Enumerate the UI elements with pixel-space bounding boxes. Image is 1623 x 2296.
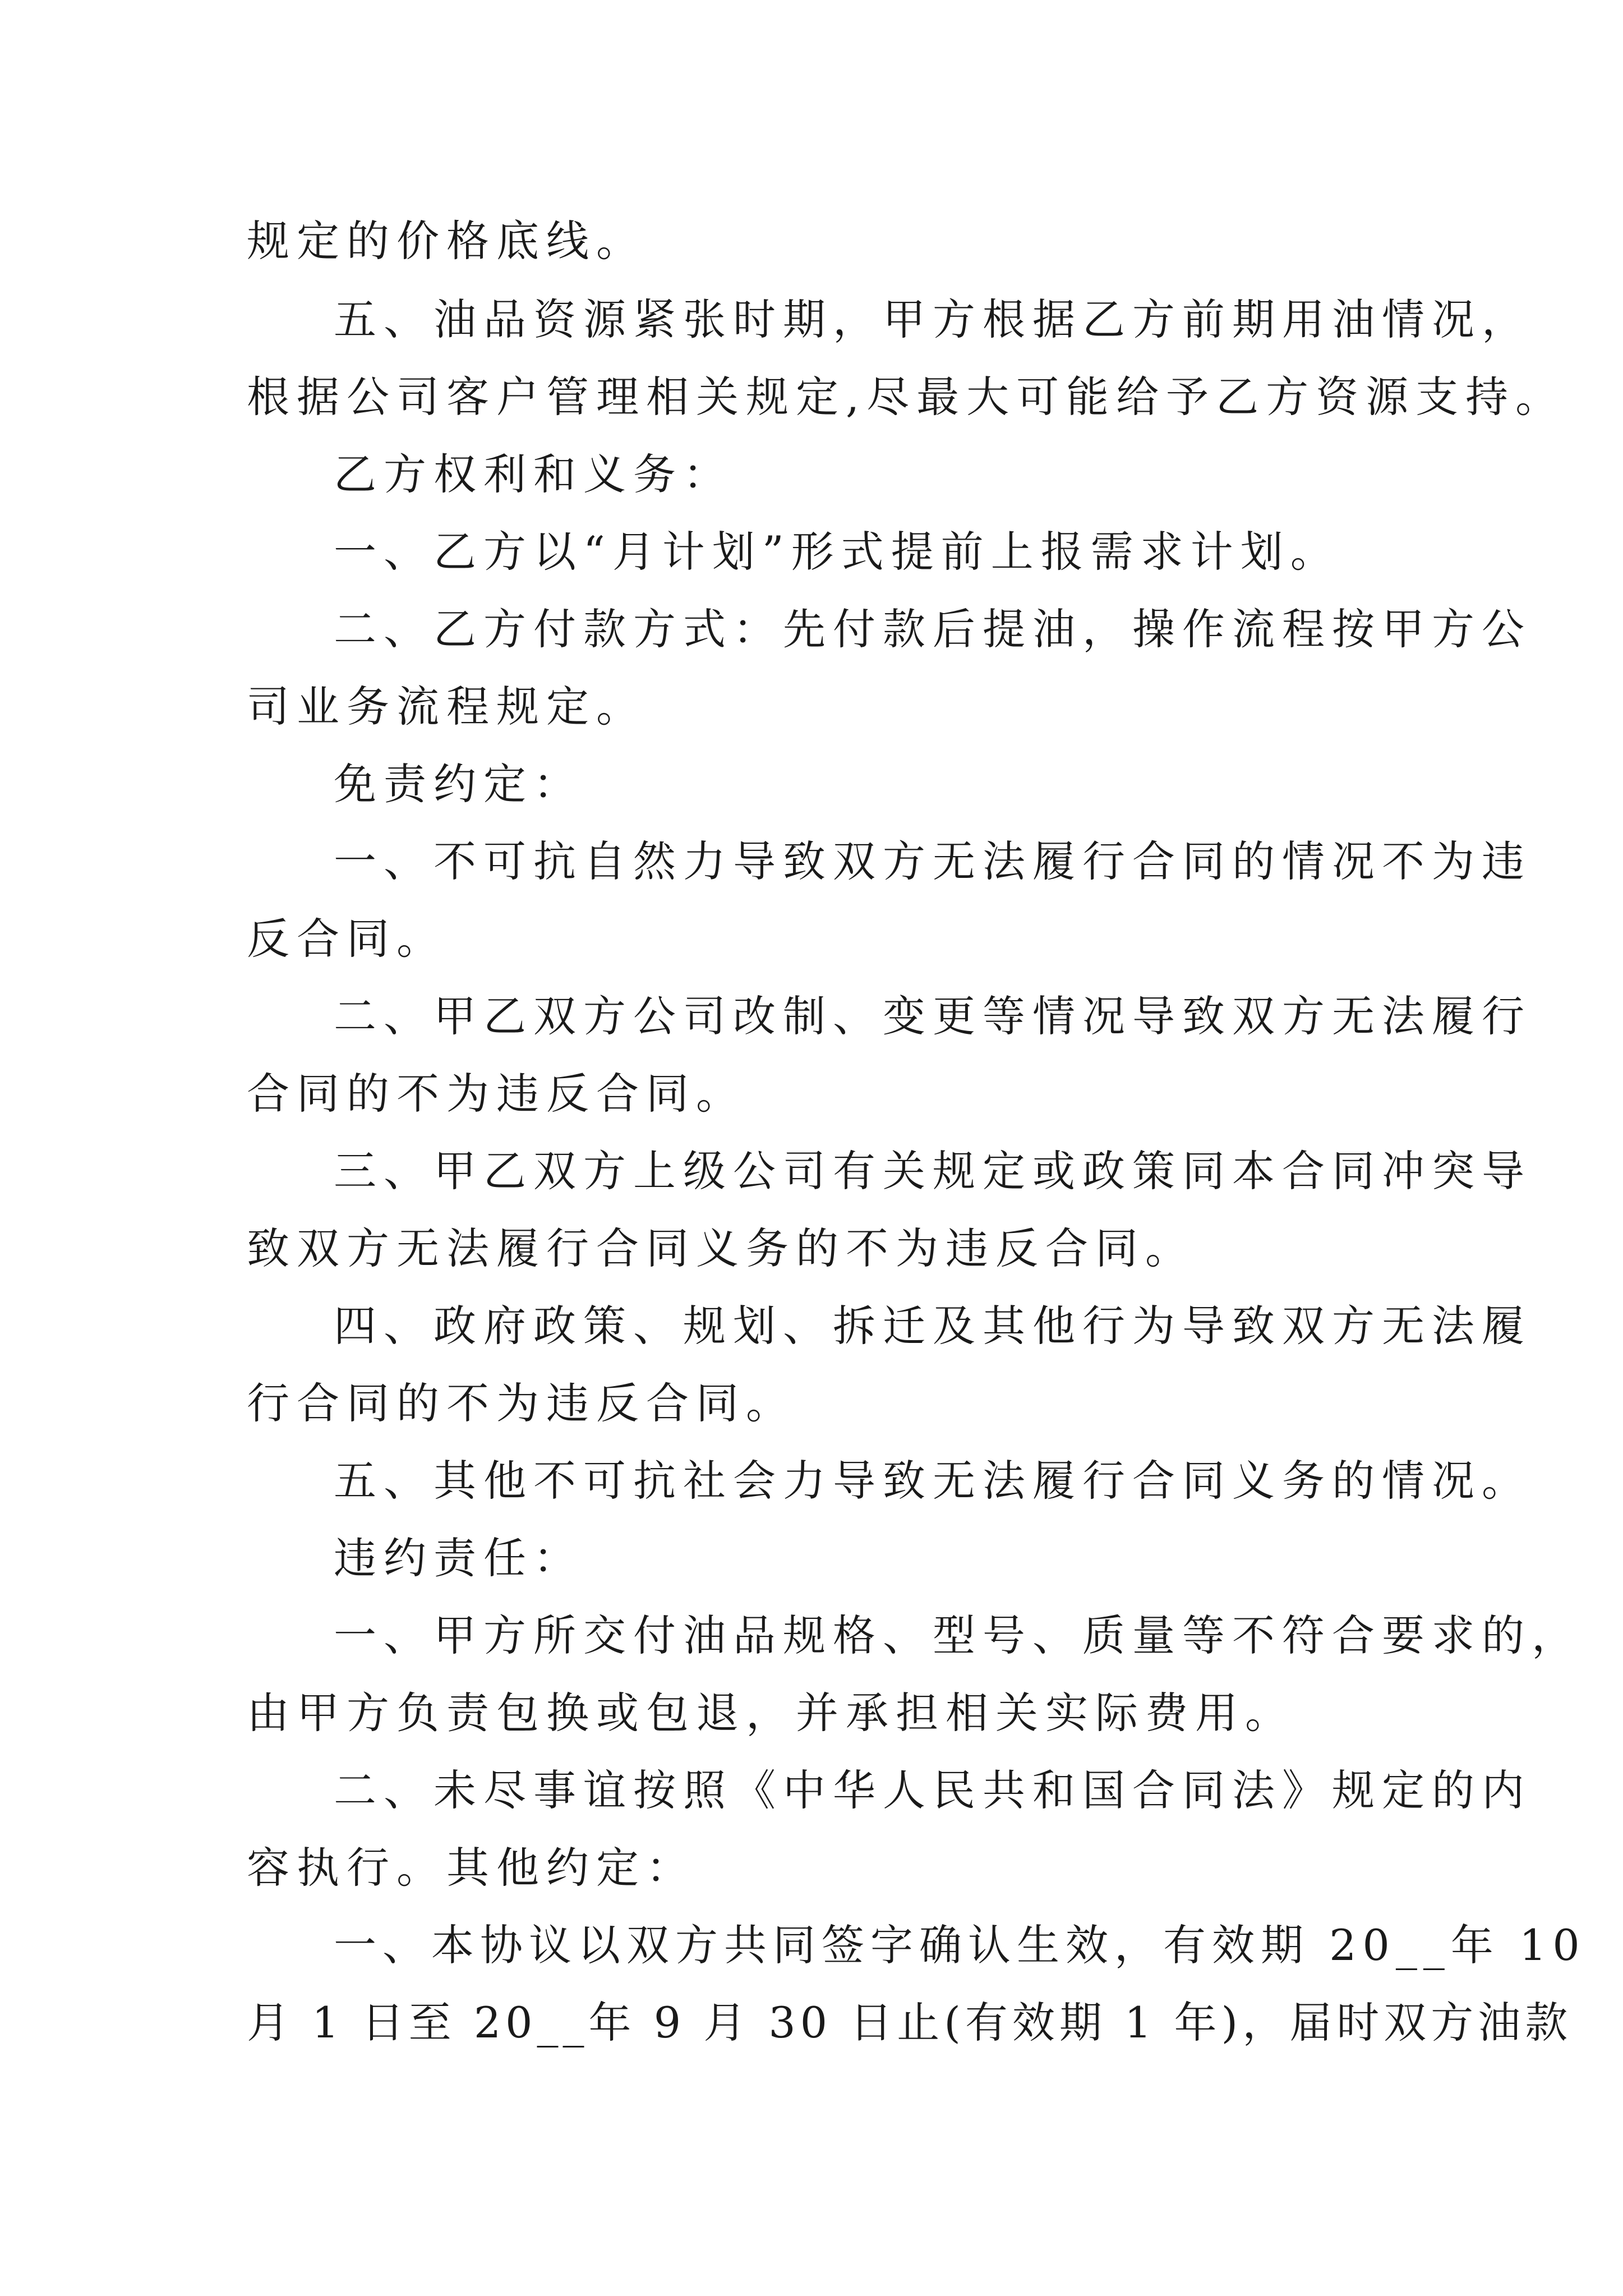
text-line-11: 二、甲乙双方公司改制、变更等情况导致双方无法履行 <box>334 991 1532 1041</box>
text-line-21: 二、未尽事谊按照《中华人民共和国合同法》规定的内 <box>334 1765 1532 1815</box>
text-line-2: 五、油品资源紧张时期，甲方根据乙方前期用油情况， <box>334 295 1532 344</box>
text-line-3: 根据公司客户管理相关规定,尽最大可能给予乙方资源支持。 <box>247 372 1566 422</box>
text-line-22: 容执行。其他约定： <box>247 1843 696 1893</box>
text-line-14: 致双方无法履行合同义务的不为违反合同。 <box>247 1223 1195 1273</box>
text-line-15: 四、政府政策、规划、拆迁及其他行为导致双方无法履 <box>334 1301 1532 1351</box>
text-line-24: 月 1 日至 20__年 9 月 30 日止(有效期 1 年)，届时双方油款 <box>247 1998 1573 2047</box>
text-line-9: 一、不可抗自然力导致双方无法履行合同的情况不为违 <box>334 836 1532 886</box>
text-line-17: 五、其他不可抗社会力导致无法履行合同义务的情况。 <box>334 1456 1532 1506</box>
text-line-20: 由甲方负责包换或包退，并承担相关实际费用。 <box>247 1688 1295 1738</box>
text-line-4: 乙方权利和义务： <box>334 449 733 499</box>
text-line-5: 一、乙方以“月计划”形式提前上报需求计划。 <box>334 527 1340 577</box>
text-line-1: 规定的价格底线。 <box>247 216 646 266</box>
text-line-23: 一、本协议以双方共同签字确认生效，有效期 20__年 10 <box>334 1920 1586 1970</box>
text-line-12: 合同的不为违反合同。 <box>247 1069 746 1119</box>
text-line-6: 二、乙方付款方式：先付款后提油，操作流程按甲方公 <box>334 604 1532 654</box>
text-line-7: 司业务流程规定。 <box>247 682 646 731</box>
text-line-18: 违约责任： <box>334 1533 583 1583</box>
text-line-13: 三、甲乙双方上级公司有关规定或政策同本合同冲突导 <box>334 1146 1532 1196</box>
text-line-16: 行合同的不为违反合同。 <box>247 1378 796 1428</box>
text-line-8: 免责约定： <box>334 759 583 809</box>
text-line-10: 反合同。 <box>247 914 446 964</box>
text-line-19: 一、甲方所交付油品规格、型号、质量等不符合要求的， <box>334 1611 1581 1660</box>
